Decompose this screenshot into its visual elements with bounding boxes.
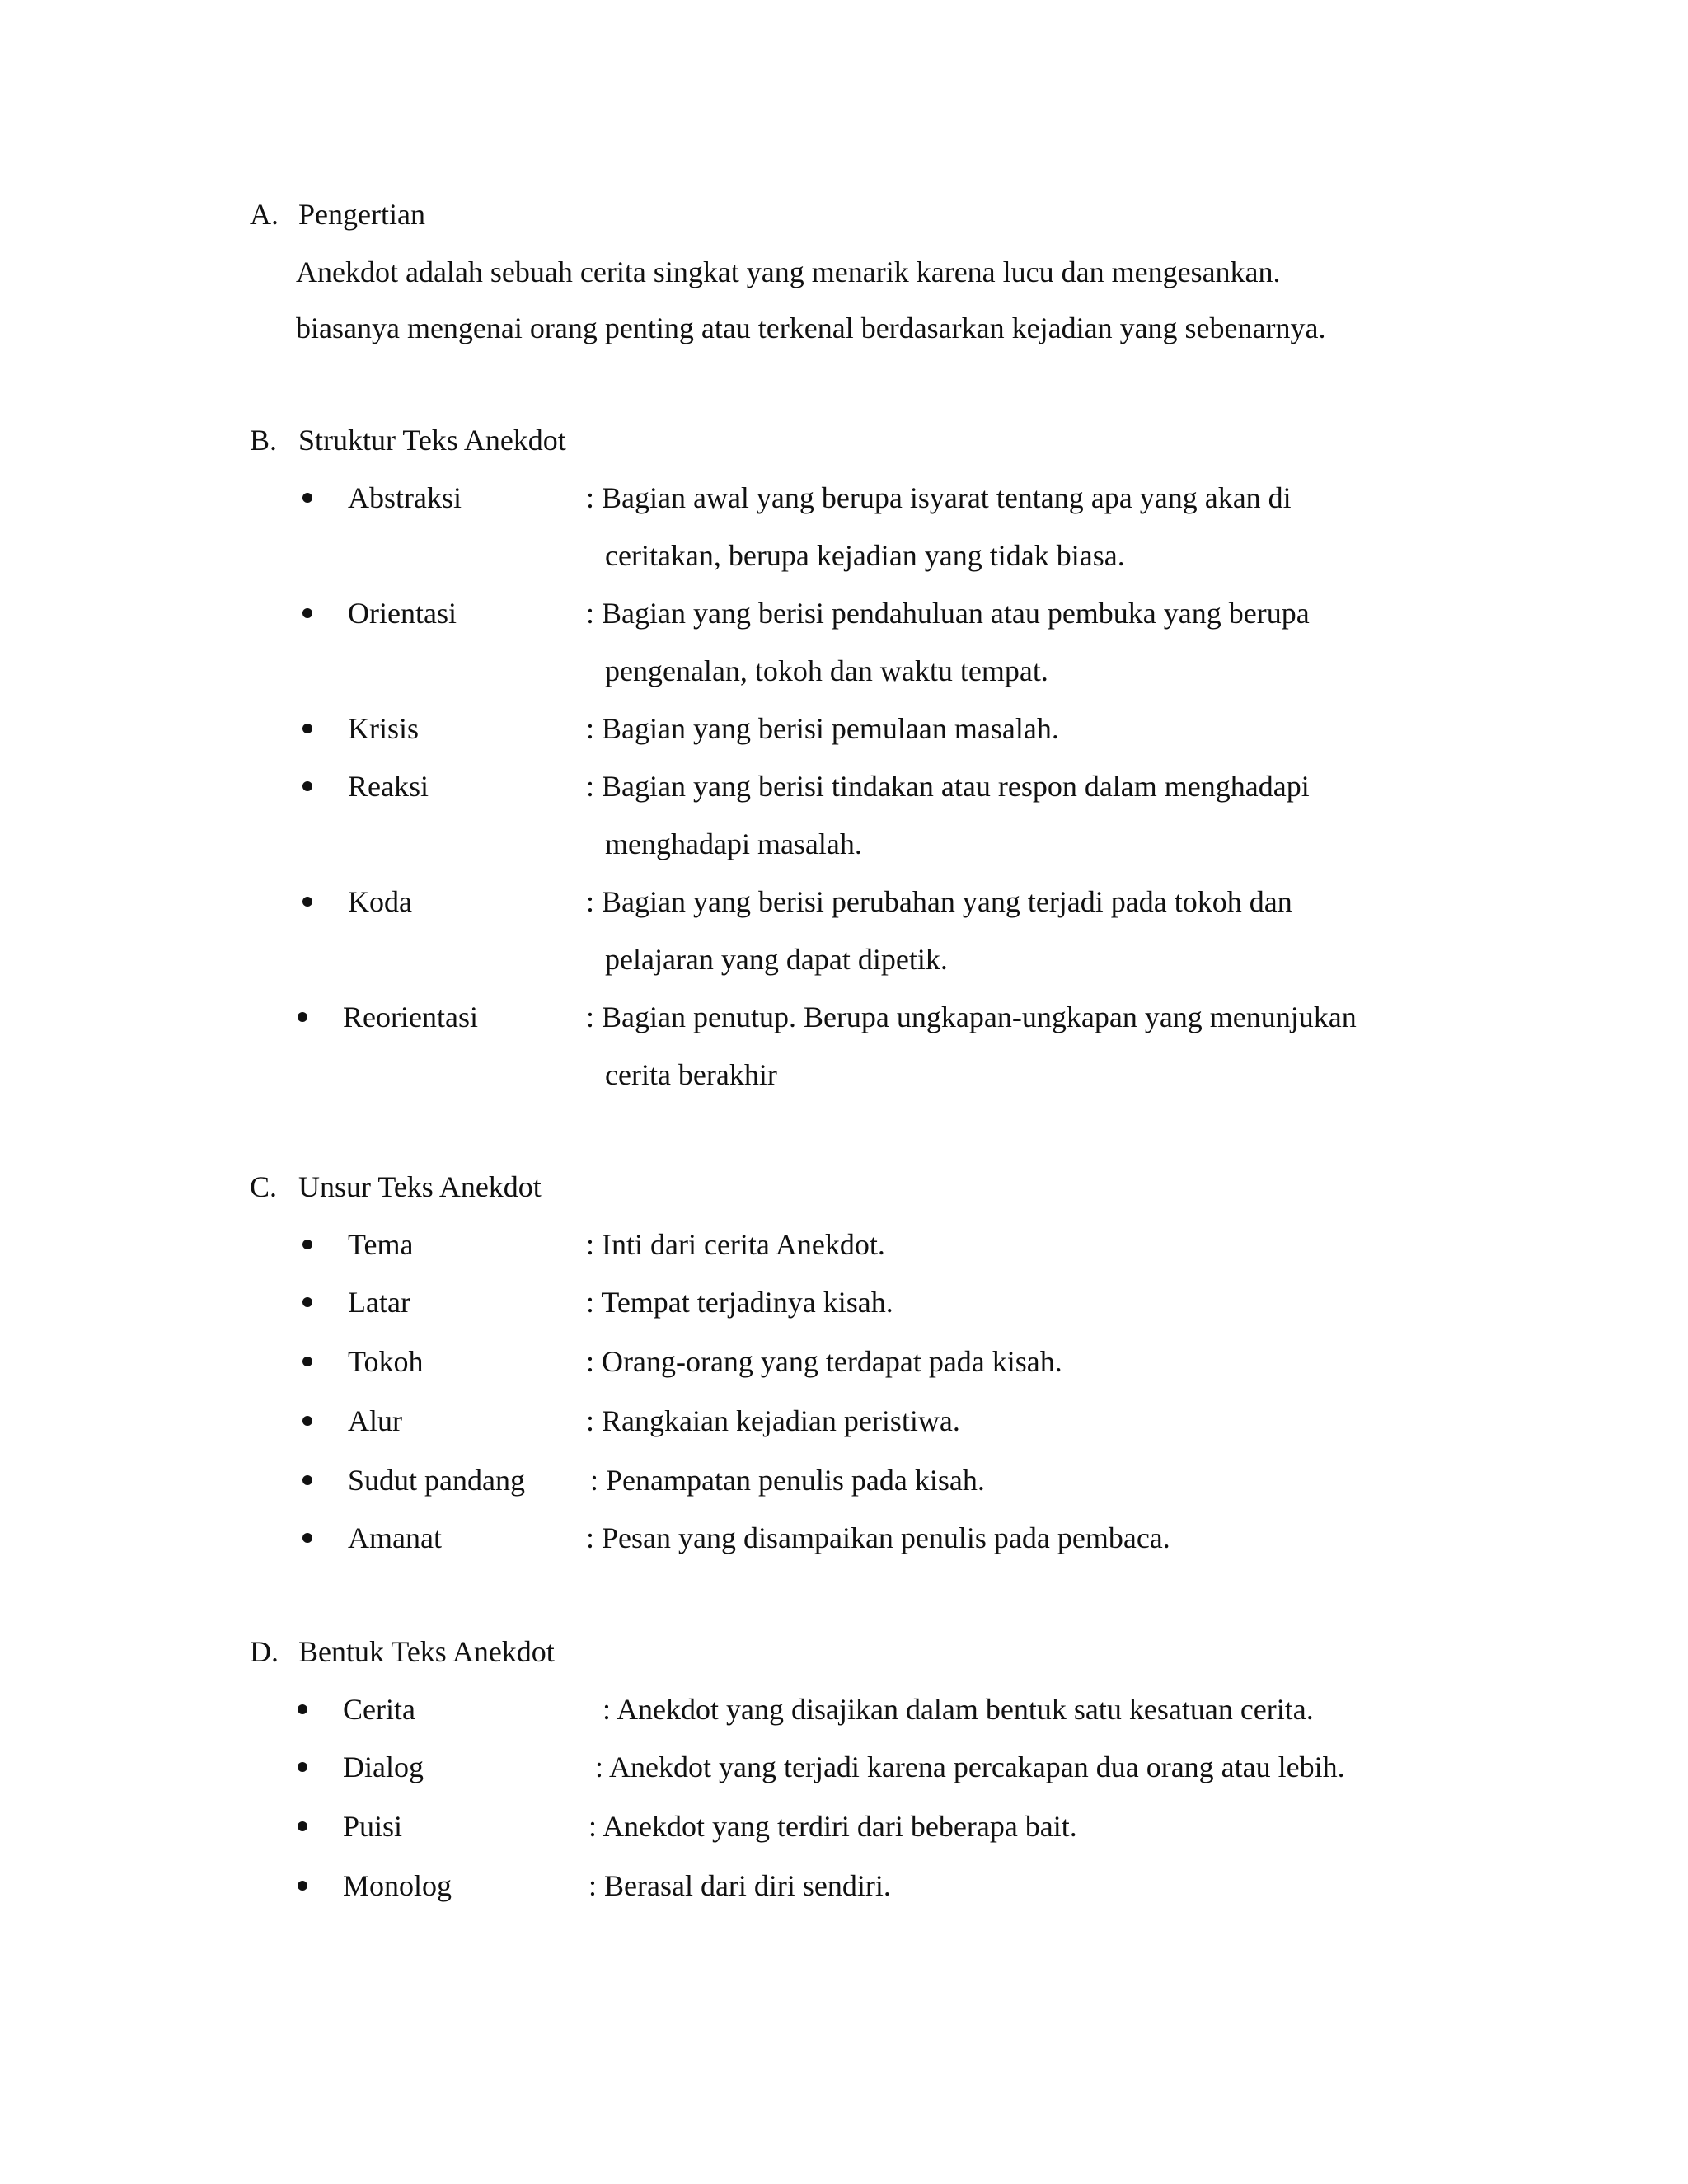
unsur-desc-tema: : Inti dari cerita Anekdot. [586, 1228, 885, 1261]
bullet-icon [298, 1881, 307, 1891]
unsur-desc-alur: : Rangkaian kejadian peristiwa. [586, 1404, 960, 1437]
struktur-term-koda: Koda [348, 885, 412, 918]
bullet-icon [302, 781, 312, 791]
bentuk-desc-cerita: : Anekdot yang disajikan dalam bentuk satu kesatuan cerita. [603, 1693, 1314, 1726]
section-d-letter: D. [250, 1635, 279, 1668]
unsur-term-latar: Latar [348, 1286, 410, 1319]
struktur-desc-koda-line-1: : Bagian yang berisi perubahan yang terjadi pada tokoh dan [586, 885, 1292, 918]
unsur-desc-sudut-pandang: : Penampatan penulis pada kisah. [590, 1464, 985, 1497]
section-b-letter: B. [250, 424, 278, 457]
unsur-term-sudut-pandang: Sudut pandang [348, 1464, 525, 1497]
bullet-icon [298, 1762, 307, 1772]
bullet-icon [302, 1357, 312, 1366]
section-a-title: Pengertian [298, 198, 425, 231]
struktur-desc-reorientasi-line-2: cerita berakhir [605, 1058, 777, 1091]
struktur-desc-reorientasi-line-1: : Bagian penutup. Berupa ungkapan-ungkapan yang menunjukan [586, 1001, 1357, 1033]
unsur-desc-latar: : Tempat terjadinya kisah. [586, 1286, 893, 1319]
section-d-title: Bentuk Teks Anekdot [298, 1635, 555, 1668]
unsur-desc-tokoh: : Orang-orang yang terdapat pada kisah. [586, 1345, 1062, 1378]
struktur-desc-orientasi-line-1: : Bagian yang berisi pendahuluan atau pembuka yang berupa [586, 597, 1310, 630]
struktur-desc-abstraksi-line-1: : Bagian awal yang berupa isyarat tentang apa yang akan di [586, 481, 1292, 514]
struktur-desc-orientasi-line-2: pengenalan, tokoh dan waktu tempat. [605, 654, 1048, 687]
bullet-icon [302, 1240, 312, 1249]
bentuk-desc-monolog: : Berasal dari diri sendiri. [588, 1869, 891, 1902]
bentuk-term-puisi: Puisi [343, 1810, 403, 1843]
bullet-icon [302, 1533, 312, 1543]
bentuk-term-dialog: Dialog [343, 1750, 424, 1783]
section-b-title: Struktur Teks Anekdot [298, 424, 566, 457]
unsur-term-tema: Tema [348, 1228, 414, 1261]
unsur-term-tokoh: Tokoh [348, 1345, 424, 1378]
section-a-paragraph-line-2: biasanya mengenai orang penting atau terkenal berdasarkan kejadian yang sebenarnya. [296, 312, 1326, 344]
unsur-term-alur: Alur [348, 1404, 402, 1437]
struktur-desc-reaksi-line-2: menghadapi masalah. [605, 827, 862, 860]
bullet-icon [298, 1012, 307, 1022]
section-a-letter: A. [250, 198, 279, 231]
struktur-term-reaksi: Reaksi [348, 770, 429, 803]
struktur-term-orientasi: Orientasi [348, 597, 457, 630]
bullet-icon [302, 1416, 312, 1426]
bullet-icon [298, 1821, 307, 1831]
bullet-icon [302, 608, 312, 618]
bentuk-term-monolog: Monolog [343, 1869, 452, 1902]
section-a-paragraph-line-1: Anekdot adalah sebuah cerita singkat yang menarik karena lucu dan mengesankan. [296, 255, 1281, 288]
struktur-desc-abstraksi-line-2: ceritakan, berupa kejadian yang tidak biasa. [605, 539, 1125, 572]
unsur-term-amanat: Amanat [348, 1521, 442, 1554]
unsur-desc-amanat: : Pesan yang disampaikan penulis pada pembaca. [586, 1521, 1170, 1554]
section-c-title: Unsur Teks Anekdot [298, 1170, 542, 1203]
bentuk-desc-puisi: : Anekdot yang terdiri dari beberapa bait. [588, 1810, 1077, 1843]
bentuk-desc-dialog: : Anekdot yang terjadi karena percakapan dua orang atau lebih. [595, 1750, 1345, 1783]
section-c-letter: C. [250, 1170, 278, 1203]
bullet-icon [302, 724, 312, 733]
struktur-term-reorientasi: Reorientasi [343, 1001, 478, 1033]
struktur-desc-koda-line-2: pelajaran yang dapat dipetik. [605, 943, 948, 976]
struktur-term-krisis: Krisis [348, 712, 420, 745]
bentuk-term-cerita: Cerita [343, 1693, 415, 1726]
struktur-term-abstraksi: Abstraksi [348, 481, 462, 514]
struktur-desc-krisis: : Bagian yang berisi pemulaan masalah. [586, 712, 1059, 745]
bullet-icon [302, 493, 312, 503]
bullet-icon [298, 1704, 307, 1714]
struktur-desc-reaksi-line-1: : Bagian yang berisi tindakan atau respon dalam menghadapi [586, 770, 1310, 803]
bullet-icon [302, 1297, 312, 1307]
bullet-icon [302, 897, 312, 907]
bullet-icon [302, 1475, 312, 1485]
